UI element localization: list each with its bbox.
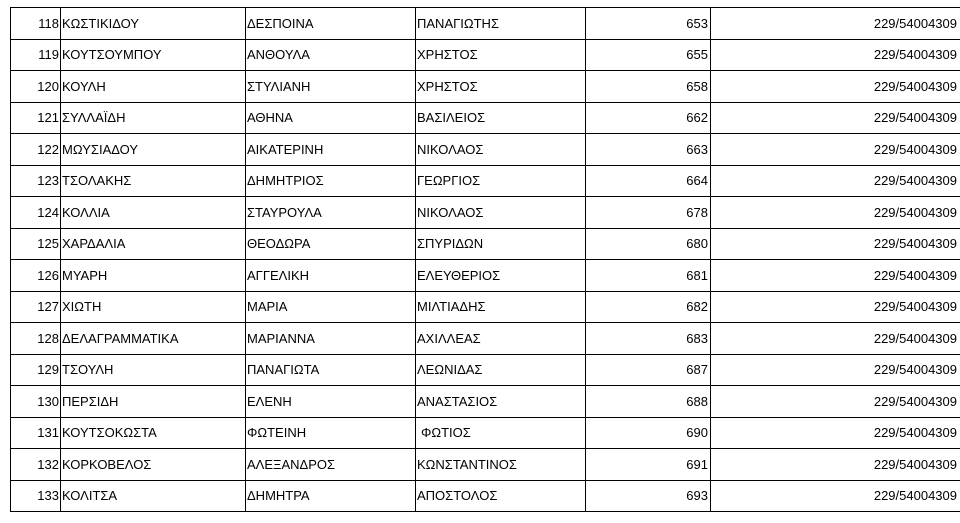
father-name-cell: ΓΕΩΡΓΙΟΣ: [416, 165, 586, 197]
phone-cell: 229/54004309: [711, 323, 960, 355]
code-cell: 688: [586, 386, 711, 418]
first-name-cell: ΔΗΜΗΤΡΑ: [246, 480, 416, 512]
table-row: [11, 323, 960, 355]
surname-cell: ΚΟΡΚΟΒΕΛΟΣ: [61, 449, 246, 481]
code-cell: 655: [586, 39, 711, 71]
phone-cell: 229/54004309: [711, 291, 960, 323]
code-cell: 681: [586, 260, 711, 292]
surname-cell: ΚΟΛΙΤΣΑ: [61, 480, 246, 512]
surname-cell: ΚΟΥΤΣΟΚΩΣΤΑ: [61, 417, 246, 449]
code-cell: 653: [586, 8, 711, 40]
row-number: 127: [11, 291, 61, 323]
surname-cell: ΜΥΑΡΗ: [61, 260, 246, 292]
row-number: 132: [11, 449, 61, 481]
row-number: 128: [11, 323, 61, 355]
code-cell: 687: [586, 354, 711, 386]
code-cell: 693: [586, 480, 711, 512]
table-row: [11, 165, 960, 197]
row-number: 125: [11, 228, 61, 260]
phone-cell: 229/54004309: [711, 39, 960, 71]
surname-cell: ΚΩΣΤΙΚΙΔΟΥ: [61, 8, 246, 40]
first-name-cell: ΣΤΥΛΙΑΝΗ: [246, 71, 416, 103]
code-cell: 663: [586, 134, 711, 166]
row-number: 119: [11, 39, 61, 71]
phone-cell: 229/54004309: [711, 480, 960, 512]
table-row: [11, 354, 960, 386]
phone-cell: 229/54004309: [711, 165, 960, 197]
phone-cell: 229/54004309: [711, 417, 960, 449]
first-name-cell: ΑΝΘΟΥΛΑ: [246, 39, 416, 71]
table-row: [11, 8, 960, 40]
surname-cell: ΜΩΥΣΙΑΔΟΥ: [61, 134, 246, 166]
table-row: [11, 291, 960, 323]
first-name-cell: ΘΕΟΔΩΡΑ: [246, 228, 416, 260]
code-cell: 691: [586, 449, 711, 481]
father-name-cell: ΣΠΥΡΙΔΩΝ: [416, 228, 586, 260]
row-number: 124: [11, 197, 61, 229]
father-name-cell: ΒΑΣΙΛΕΙΟΣ: [416, 102, 586, 134]
code-cell: 662: [586, 102, 711, 134]
father-name-cell: ΜΙΛΤΙΑΔΗΣ: [416, 291, 586, 323]
surname-cell: ΔΕΛΑΓΡΑΜΜΑΤΙΚΑ: [61, 323, 246, 355]
table-row: [11, 449, 960, 481]
first-name-cell: ΔΕΣΠΟΙΝΑ: [246, 8, 416, 40]
records-table: [10, 7, 960, 512]
father-name-cell: ΠΑΝΑΓΙΩΤΗΣ: [416, 8, 586, 40]
table-row: [11, 228, 960, 260]
table-row: [11, 417, 960, 449]
father-name-cell: ΛΕΩΝΙΔΑΣ: [416, 354, 586, 386]
first-name-cell: ΦΩΤΕΙΝΗ: [246, 417, 416, 449]
father-name-cell: ΧΡΗΣΤΟΣ: [416, 71, 586, 103]
surname-cell: ΧΙΩΤΗ: [61, 291, 246, 323]
table-row: [11, 134, 960, 166]
first-name-cell: ΜΑΡΙΑ: [246, 291, 416, 323]
first-name-cell: ΕΛΕΝΗ: [246, 386, 416, 418]
code-cell: 664: [586, 165, 711, 197]
father-name-cell: ΕΛΕΥΘΕΡΙΟΣ: [416, 260, 586, 292]
father-name-cell: ΚΩΝΣΤΑΝΤΙΝΟΣ: [416, 449, 586, 481]
father-name-cell: ΑΧΙΛΛΕΑΣ: [416, 323, 586, 355]
code-cell: 690: [586, 417, 711, 449]
surname-cell: ΚΟΛΛΙΑ: [61, 197, 246, 229]
phone-cell: 229/54004309: [711, 354, 960, 386]
row-number: 121: [11, 102, 61, 134]
father-name-cell: ΧΡΗΣΤΟΣ: [416, 39, 586, 71]
first-name-cell: ΣΤΑΥΡΟΥΛΑ: [246, 197, 416, 229]
code-cell: 678: [586, 197, 711, 229]
table-row: [11, 260, 960, 292]
phone-cell: 229/54004309: [711, 197, 960, 229]
father-name-cell: ΑΝΑΣΤΑΣΙΟΣ: [416, 386, 586, 418]
table-row: [11, 39, 960, 71]
first-name-cell: ΜΑΡΙΑΝΝΑ: [246, 323, 416, 355]
table-row: [11, 480, 960, 512]
father-name-cell: ΑΠΟΣΤΟΛΟΣ: [416, 480, 586, 512]
phone-cell: 229/54004309: [711, 102, 960, 134]
phone-cell: 229/54004309: [711, 449, 960, 481]
row-number: 129: [11, 354, 61, 386]
table-row: [11, 197, 960, 229]
surname-cell: ΤΣΟΥΛΗ: [61, 354, 246, 386]
phone-cell: 229/54004309: [711, 134, 960, 166]
surname-cell: ΚΟΥΛΗ: [61, 71, 246, 103]
row-number: 130: [11, 386, 61, 418]
code-cell: 682: [586, 291, 711, 323]
code-cell: 683: [586, 323, 711, 355]
phone-cell: 229/54004309: [711, 228, 960, 260]
code-cell: 658: [586, 71, 711, 103]
row-number: 122: [11, 134, 61, 166]
row-number: 131: [11, 417, 61, 449]
row-number: 123: [11, 165, 61, 197]
father-name-text: ΦΩΤΙΟΣ: [417, 425, 471, 440]
row-number: 120: [11, 71, 61, 103]
first-name-cell: ΑΙΚΑΤΕΡΙΝΗ: [246, 134, 416, 166]
phone-cell: 229/54004309: [711, 386, 960, 418]
phone-cell: 229/54004309: [711, 8, 960, 40]
father-name-cell: ΝΙΚΟΛΑΟΣ: [416, 197, 586, 229]
first-name-cell: ΠΑΝΑΓΙΩΤΑ: [246, 354, 416, 386]
surname-cell: ΣΥΛΛΑΪΔΗ: [61, 102, 246, 134]
surname-cell: ΚΟΥΤΣΟΥΜΠΟΥ: [61, 39, 246, 71]
surname-cell: ΤΣΟΛΑΚΗΣ: [61, 165, 246, 197]
first-name-cell: ΑΛΕΞΑΝΔΡΟΣ: [246, 449, 416, 481]
first-name-cell: ΑΘΗΝΑ: [246, 102, 416, 134]
father-name-cell: [416, 417, 586, 449]
row-number: 126: [11, 260, 61, 292]
row-number: 118: [11, 8, 61, 40]
code-cell: 680: [586, 228, 711, 260]
surname-cell: ΠΕΡΣΙΔΗ: [61, 386, 246, 418]
table-row: [11, 102, 960, 134]
table-row: [11, 386, 960, 418]
phone-cell: 229/54004309: [711, 71, 960, 103]
phone-cell: 229/54004309: [711, 260, 960, 292]
row-number: 133: [11, 480, 61, 512]
father-name-cell: ΝΙΚΟΛΑΟΣ: [416, 134, 586, 166]
table-row: [11, 71, 960, 103]
surname-cell: ΧΑΡΔΑΛΙΑ: [61, 228, 246, 260]
first-name-cell: ΔΗΜΗΤΡΙΟΣ: [246, 165, 416, 197]
first-name-cell: ΑΓΓΕΛΙΚΗ: [246, 260, 416, 292]
